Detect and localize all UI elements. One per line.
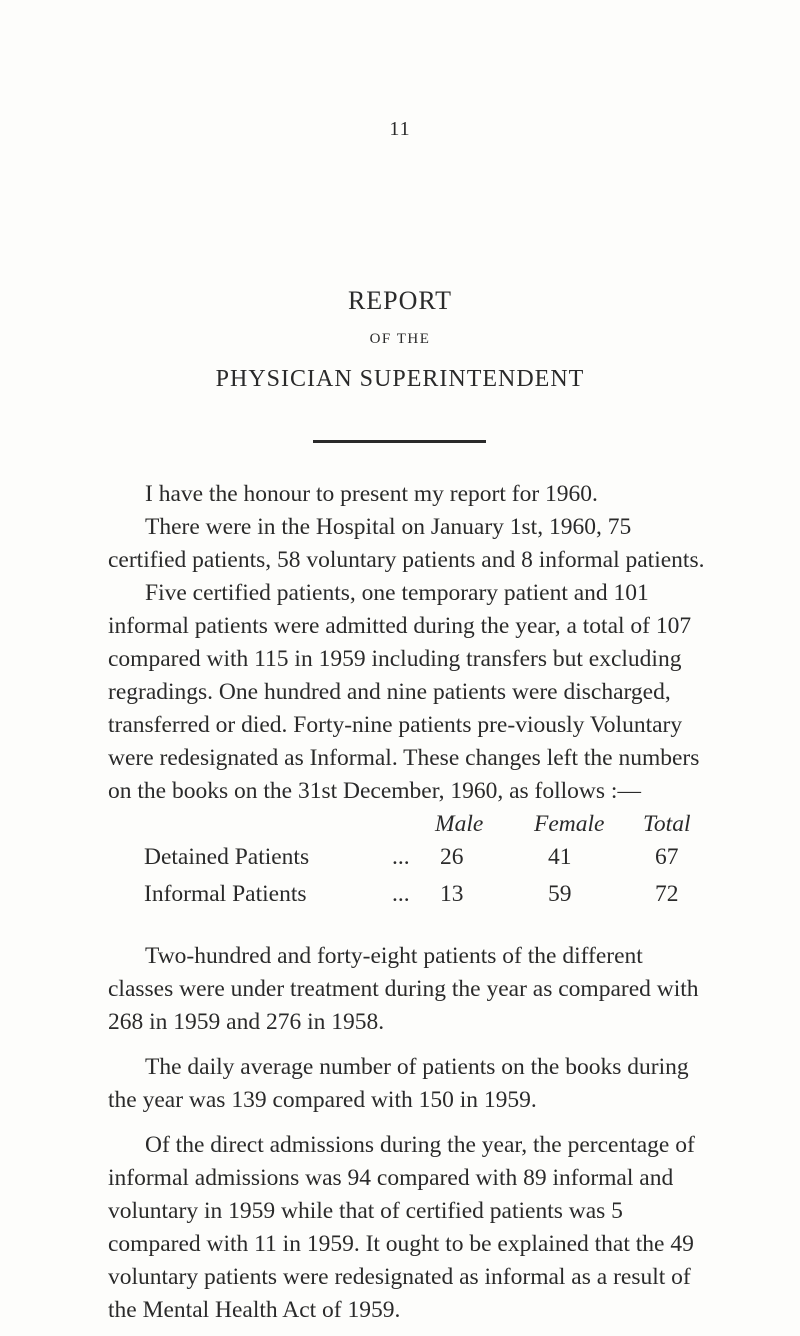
table-row <box>108 878 711 911</box>
report-title: REPORT <box>347 286 453 315</box>
patients-table <box>108 808 711 940</box>
col-header-total: Total <box>643 811 691 837</box>
cell-total: 67 <box>655 844 679 870</box>
report-title-of-the: OF THE <box>369 331 431 347</box>
report-subtitle: PHYSICIAN SUPERINTENDENT <box>215 366 585 392</box>
table-header-row <box>108 808 711 841</box>
title-divider <box>313 440 486 443</box>
row-label: Detained Patients <box>144 844 310 870</box>
cell-female: 59 <box>548 881 572 907</box>
cell-female: 41 <box>548 844 572 870</box>
col-header-male: Male <box>435 811 484 837</box>
cell-male: 26 <box>440 844 464 870</box>
leader-dots: ... <box>392 881 410 907</box>
cell-male: 13 <box>440 881 464 907</box>
report-body <box>108 478 711 1327</box>
paragraph-direct-admissions: Of the direct admissions during the year, the percentage of informal admissions was 94 compared with 89 informal and voluntary in 1959 while that of certified patients was 5 compared with 11 in 1959. It ought to be explained that the 49 voluntary patients were redesignated as informal as a result of the Mental Health Act of 1959. <box>108 1132 695 1323</box>
paragraph-january-census: There were in the Hospital on January 1st, 1960, 75 certified patients, 58 voluntary patients and 8 informal patients. <box>108 514 705 573</box>
leader-dots: ... <box>392 844 410 870</box>
cell-total: 72 <box>655 881 679 907</box>
paragraph-admissions: Five certified patients, one temporary patient and 101 informal patients were admitted during the year, a total of 107 compared with 115 in 1959 including transfers but excluding regradings. One hundred and nine patients were discharged, transferred or died. Forty-nine patients pre-viously Voluntary were redesignated as Informal. These changes left the numbers on the books on the 31st December, 1960, as follows :— <box>108 580 700 804</box>
table-row <box>108 841 711 874</box>
row-label: Informal Patients <box>144 881 307 907</box>
paragraph-intro: I have the honour to present my report for 1960. <box>145 481 598 507</box>
page-number: 11 <box>389 118 411 140</box>
paragraph-daily-average: The daily average number of patients on the books during the year was 139 compared with 150 in 1959. <box>108 1054 689 1113</box>
col-header-female: Female <box>534 811 605 837</box>
paragraph-under-treatment: Two-hundred and forty-eight patients of the different classes were under treatment during the year as compared with 268 in 1959 and 276 in 1958. <box>108 943 699 1035</box>
